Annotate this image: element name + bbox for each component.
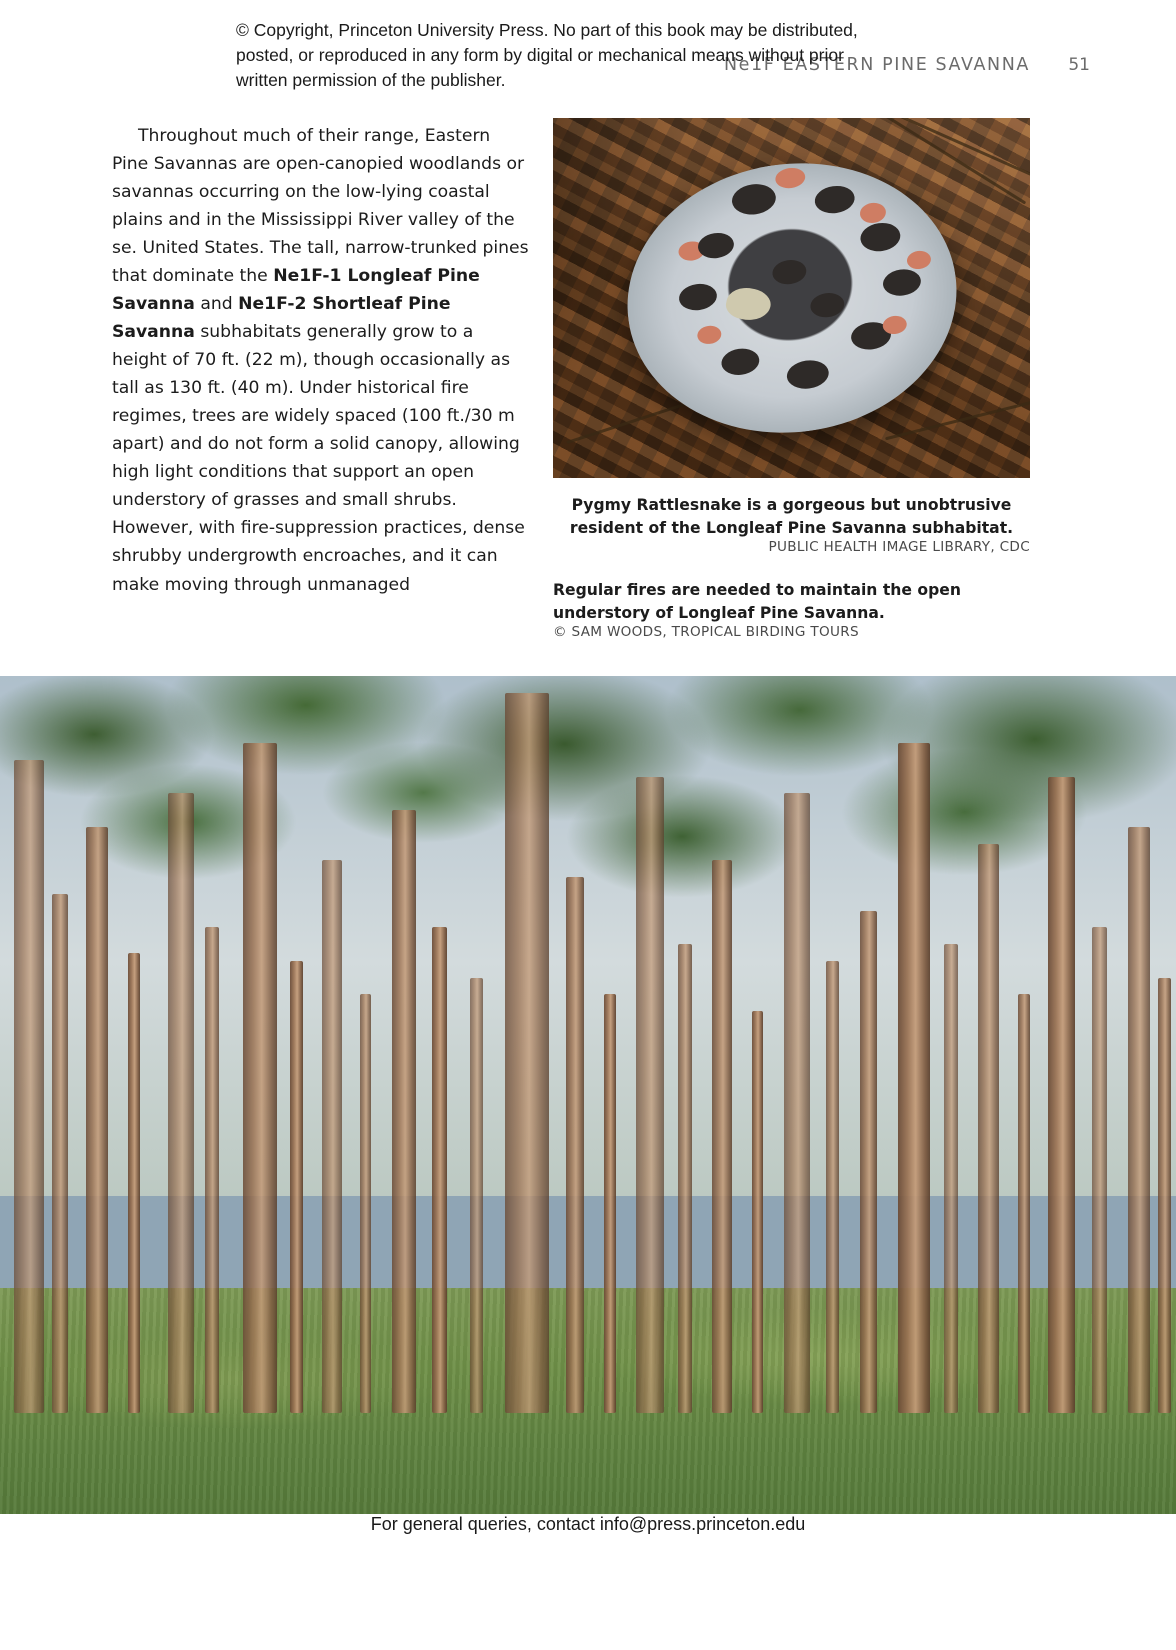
pine-trunk (128, 953, 140, 1414)
snake-head (723, 284, 773, 324)
forest-caption: Regular fires are needed to maintain the open understory of Longleaf Pine Savanna. (553, 581, 961, 622)
subhabitat-name: Ne1F-2 Shortleaf Pine Savanna (112, 294, 451, 343)
pine-trunk (826, 961, 839, 1414)
snake-marking (808, 291, 845, 319)
subhabitat-name: Ne1F-1 Longleaf Pine Savanna (112, 266, 480, 315)
snake-marking (858, 201, 887, 224)
pine-trunk (1048, 777, 1075, 1414)
pine-trunk (14, 760, 44, 1414)
snake-caption: Pygmy Rattlesnake is a gorgeous but unobtrusive resident of the Longleaf Pine Savanna subhabitat. (569, 496, 1014, 537)
longleaf-pine-savanna-photo (0, 676, 1176, 1514)
snake-marking (770, 258, 807, 286)
pine-trunk (432, 927, 447, 1413)
snake-caption-block (553, 494, 1030, 555)
pine-trunk (52, 894, 68, 1414)
snake-marking (881, 267, 922, 298)
pine-trunk (205, 927, 219, 1413)
snake-marking (719, 346, 760, 377)
pine-trunk (1128, 827, 1150, 1414)
body-text-run: and (194, 294, 239, 315)
pine-trunk (1092, 927, 1107, 1413)
pine-trunk (243, 743, 277, 1413)
pine-trunk (290, 961, 303, 1414)
pine-trunk (944, 944, 958, 1413)
page-number: 51 (1068, 55, 1090, 75)
pine-trunk (860, 911, 877, 1414)
snake-marking (696, 324, 722, 345)
pine-trunk (678, 944, 692, 1413)
pine-trunk (978, 844, 999, 1414)
forest-credit: © SAM WOODS, TROPICAL BIRDING TOURS (553, 624, 859, 641)
pine-trunk (752, 1011, 763, 1413)
running-head-title: Ne1F EASTERN PINE SAVANNA (723, 55, 1030, 75)
pine-trunk (392, 810, 416, 1413)
pygmy-rattlesnake-photo (553, 118, 1030, 478)
pine-trunk (86, 827, 108, 1414)
pine-trunk (566, 877, 584, 1413)
pine-trunk (470, 978, 483, 1414)
copyright-notice: © Copyright, Princeton University Press. No part of this book may be distributed, posted, or reproduced in any form by digital or mechanical means without prior written permission of the publisher. (236, 20, 858, 90)
snake-marking (858, 221, 902, 254)
body-text-run: subhabitats generally grow to a height of 70 ft. (22 m), though occasionally as tall as 130 ft. (40 m). Under historical fire regimes, trees are widely spaced (100 ft./30 m apart) and do not form a solid canopy, allowing high light conditions that support an open understory of grasses and small shrubs. However, with fire-suppression practices, dense shrubby undergrowth encroaches, and it can make moving through unmanaged (112, 322, 525, 595)
pine-trunk (505, 693, 549, 1414)
snake-marking (784, 358, 829, 392)
pine-trunk (712, 860, 732, 1413)
pine-trunk (636, 777, 664, 1414)
right-column (553, 118, 1030, 640)
body-text-run: Throughout much of their range, Eastern Pine Savannas are open-canopied woodlands or savannas occurring on the low-lying coastal plains and in the Mississippi River valley of the se. United States. The tall, narrow-trunked pines that dominate the (112, 126, 529, 287)
snake-credit: PUBLIC HEALTH IMAGE LIBRARY, CDC (768, 539, 1030, 556)
footer-note: For general queries, contact info@press.princeton.edu (370, 1514, 806, 1534)
snake-marking (729, 182, 777, 218)
pine-trunk (898, 743, 930, 1413)
snake-marking (813, 184, 856, 216)
snake-marking (677, 282, 718, 313)
pine-trunk (322, 860, 342, 1413)
snake-marking (774, 166, 806, 190)
pine-trunk (1018, 994, 1030, 1413)
body-text-column (112, 122, 530, 599)
body-paragraph (112, 122, 530, 599)
pine-trunk (784, 793, 810, 1413)
pine-trunk (1158, 978, 1171, 1414)
pine-trunk (360, 994, 371, 1413)
snake-marking (905, 249, 931, 270)
pine-trunk (168, 793, 194, 1413)
forest-caption-block (553, 579, 1030, 640)
pine-trunk (604, 994, 616, 1413)
